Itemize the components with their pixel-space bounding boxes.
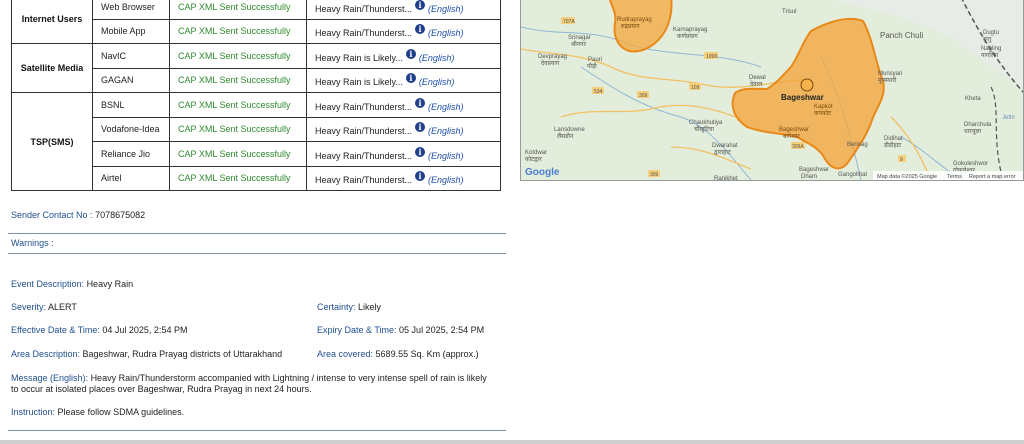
- place-label: कपकोट: [814, 111, 832, 117]
- alert-area-map[interactable]: [520, 0, 1024, 181]
- status-text: CAP XML Sent Successfully: [170, 68, 307, 93]
- info-icon[interactable]: i: [415, 98, 425, 108]
- place-label: Kheta: [965, 96, 981, 102]
- road-label: 9: [900, 157, 903, 163]
- place-label: Dwarahat: [712, 143, 738, 149]
- place-label: Bageshwar: [799, 167, 830, 173]
- effective-datetime-value: 04 Jul 2025, 2:54 PM: [102, 325, 188, 335]
- language-link[interactable]: (English): [428, 28, 464, 39]
- place-label: बागेश्वर: [783, 134, 800, 140]
- status-text: CAP XML Sent Successfully: [170, 19, 307, 44]
- place-label: Dewal: [749, 75, 766, 81]
- map-attribution: Map data ©2025 Google: [877, 174, 938, 180]
- sender-contact-label: Sender Contact No :: [11, 210, 93, 220]
- place-label: दुग्तु: [983, 37, 992, 43]
- place-label: Panch Chuli: [880, 31, 924, 40]
- place-label: Dham: [801, 174, 818, 180]
- place-label: Bageshwar: [779, 127, 810, 133]
- road-label: 309: [639, 93, 648, 99]
- message-preview: Heavy Rain/Thunderst...: [315, 175, 413, 186]
- message-text-line1: Heavy Rain/Thunderstorm accompanied with Lightning / intense to very intense spell of rain is likely: [90, 373, 487, 383]
- place-label: धारचूला: [964, 129, 982, 135]
- place-label: मुनस्यारी: [878, 78, 897, 84]
- place-label: नागलिंग: [981, 53, 999, 59]
- area-covered: [317, 349, 479, 359]
- place-label: Bageshwar: [781, 93, 824, 102]
- channel-name: Vodafone-Idea: [93, 117, 170, 142]
- message-preview: Heavy Rain/Thunderst...: [315, 3, 413, 14]
- info-icon[interactable]: i: [415, 171, 425, 181]
- instruction: [11, 407, 184, 417]
- channel-name: NavIC: [93, 44, 170, 69]
- divider: [8, 253, 506, 254]
- sender-contact: [11, 210, 145, 220]
- info-icon[interactable]: i: [406, 49, 416, 59]
- info-icon[interactable]: i: [415, 122, 425, 132]
- message-cell: [307, 117, 501, 142]
- status-text: CAP XML Sent Successfully: [170, 117, 307, 142]
- expiry-datetime-value: 05 Jul 2025, 2:54 PM: [399, 325, 485, 335]
- certainty-value: Likely: [358, 302, 382, 312]
- divider: [8, 430, 506, 431]
- effective-datetime-label: Effective Date & Time:: [11, 325, 100, 335]
- table-row: [12, 44, 501, 69]
- place-label: Munsyari: [878, 71, 903, 77]
- message-label: Message (English):: [11, 373, 89, 383]
- certainty-label: Certainty:: [317, 302, 356, 312]
- area-description: [11, 349, 282, 359]
- place-label: कर्णप्रयाग: [677, 34, 698, 40]
- dissemination-table: [11, 0, 501, 191]
- channel-name: Web Browser: [93, 0, 170, 19]
- place-label: Devprayag: [538, 54, 568, 60]
- warnings-heading: [11, 238, 54, 248]
- instruction-label: Instruction:: [11, 407, 56, 417]
- road-label: 534: [594, 89, 603, 95]
- place-label: चौखुटिया: [694, 127, 714, 133]
- sender-contact-value: 7078675082: [95, 210, 146, 220]
- group-name: Internet Users: [12, 0, 93, 44]
- message-preview: Heavy Rain/Thunderst...: [315, 28, 413, 39]
- place-label: लैंसडौन: [557, 134, 574, 140]
- place-label: Gokuleshwor: [953, 161, 989, 167]
- channel-name: Airtel: [93, 166, 170, 191]
- place-label: Dugtu: [983, 30, 1000, 36]
- message-text-line2: to occur at isolated places over Bageshwar, Rudra Prayag in next 24 hours.: [11, 384, 312, 394]
- place-label: देवाल: [750, 82, 763, 88]
- channel-name: GAGAN: [93, 68, 170, 93]
- table-row: [12, 93, 501, 118]
- status-text: CAP XML Sent Successfully: [170, 142, 307, 167]
- place-label: Ranikhet: [714, 176, 738, 180]
- language-link[interactable]: (English): [428, 150, 464, 161]
- group-name: Satellite Media: [12, 44, 93, 93]
- status-text: CAP XML Sent Successfully: [170, 0, 307, 19]
- event-description-value: Heavy Rain: [86, 279, 134, 289]
- channel-name: BSNL: [93, 93, 170, 118]
- status-text: CAP XML Sent Successfully: [170, 93, 307, 118]
- language-link[interactable]: (English): [418, 77, 455, 88]
- place-label: Rudraprayag: [617, 17, 652, 23]
- certainty: [317, 302, 381, 312]
- place-label: Gangolihat: [838, 172, 868, 178]
- road-label: 707A: [563, 19, 575, 25]
- bottom-scroll-edge: [0, 440, 1024, 444]
- place-label: कोटद्वार: [525, 157, 542, 163]
- channel-name: Mobile App: [93, 19, 170, 44]
- table-row: [12, 0, 501, 19]
- severity: [11, 302, 77, 312]
- road-label: 109: [691, 85, 700, 91]
- place-label: डीडीहाट: [884, 143, 902, 149]
- area-covered-label: Area covered:: [317, 349, 374, 359]
- message-preview: Heavy Rain/Thunderst...: [315, 101, 413, 112]
- info-icon[interactable]: i: [406, 73, 416, 83]
- message-preview: Heavy Rain/Thunderst...: [315, 150, 413, 161]
- message-cell: [307, 19, 501, 44]
- area-description-label: Area Description:: [11, 349, 81, 359]
- place-label: Dharchula: [964, 122, 992, 128]
- place-label: श्रीनगर: [571, 42, 586, 48]
- effective-datetime: [11, 325, 187, 335]
- instruction-value: Please follow SDMA guidelines.: [57, 407, 185, 417]
- event-description: [11, 279, 133, 289]
- place-label: पौड़ी: [587, 64, 597, 70]
- info-icon[interactable]: i: [415, 147, 425, 157]
- place-label: रुद्रप्रयाग: [621, 24, 640, 30]
- road-label: 109K: [706, 54, 718, 60]
- status-text: CAP XML Sent Successfully: [170, 166, 307, 191]
- place-label: Didihat: [884, 136, 903, 142]
- divider: [8, 233, 506, 234]
- message-cell: [307, 68, 501, 93]
- place-label: द्वाराहाट: [714, 150, 731, 156]
- message-cell: [307, 0, 501, 19]
- language-link[interactable]: (English): [418, 52, 455, 63]
- message-english-continued: [11, 384, 312, 394]
- severity-label: Severity:: [11, 302, 47, 312]
- place-label: Pauri: [588, 57, 603, 63]
- bageshwar-marker: [801, 79, 813, 91]
- place-label: Chaukhutiya: [689, 120, 723, 126]
- expiry-datetime-label: Expiry Date & Time:: [317, 325, 397, 335]
- message-english: [11, 373, 487, 383]
- place-label: Srinagar: [568, 35, 591, 41]
- message-preview: Heavy Rain is Likely...: [315, 77, 403, 88]
- language-link[interactable]: (English): [428, 126, 464, 137]
- place-label: Trisul: [782, 9, 797, 15]
- language-link[interactable]: (English): [428, 175, 464, 186]
- message-preview: Heavy Rain/Thunderst...: [315, 126, 413, 137]
- info-icon[interactable]: i: [415, 0, 425, 10]
- message-preview: Heavy Rain is Likely...: [315, 52, 403, 63]
- severity-value: ALERT: [48, 302, 77, 312]
- terms-link[interactable]: Terms: [947, 174, 962, 180]
- status-text: CAP XML Sent Successfully: [170, 44, 307, 69]
- event-description-label: Event Description:: [11, 279, 85, 289]
- info-icon[interactable]: i: [415, 24, 425, 34]
- google-logo: Google: [525, 167, 560, 178]
- message-cell: [307, 166, 501, 191]
- message-cell: [307, 44, 501, 69]
- place-label: Lansdowne: [554, 127, 585, 133]
- place-label: Kapkot: [814, 104, 833, 110]
- report-map-error-link[interactable]: Report a map error: [969, 174, 1016, 180]
- language-link[interactable]: (English): [428, 101, 464, 112]
- channel-name: Reliance Jio: [93, 142, 170, 167]
- expiry-datetime: [317, 325, 484, 335]
- message-cell: [307, 93, 501, 118]
- map-canvas[interactable]: [521, 0, 1023, 180]
- place-label: Kotdwar: [525, 150, 548, 156]
- road-label: 309A: [792, 144, 804, 150]
- area-covered-value: 5689.55 Sq. Km (approx.): [375, 349, 479, 359]
- area-description-value: Bageshwar, Rudra Prayag districts of Uttarakhand: [82, 349, 283, 359]
- place-label: Nagling: [981, 46, 1002, 52]
- message-cell: [307, 142, 501, 167]
- place-label: देवप्रयाग: [541, 61, 560, 67]
- place-label: Karnaprayag: [673, 27, 708, 33]
- language-link[interactable]: (English): [428, 3, 464, 14]
- warnings-label: Warnings :: [11, 238, 54, 248]
- place-label: Berinag: [847, 142, 868, 148]
- group-name: TSP(SMS): [12, 93, 93, 191]
- road-label: 309: [650, 172, 659, 178]
- place-label: Jethi: [1002, 115, 1015, 121]
